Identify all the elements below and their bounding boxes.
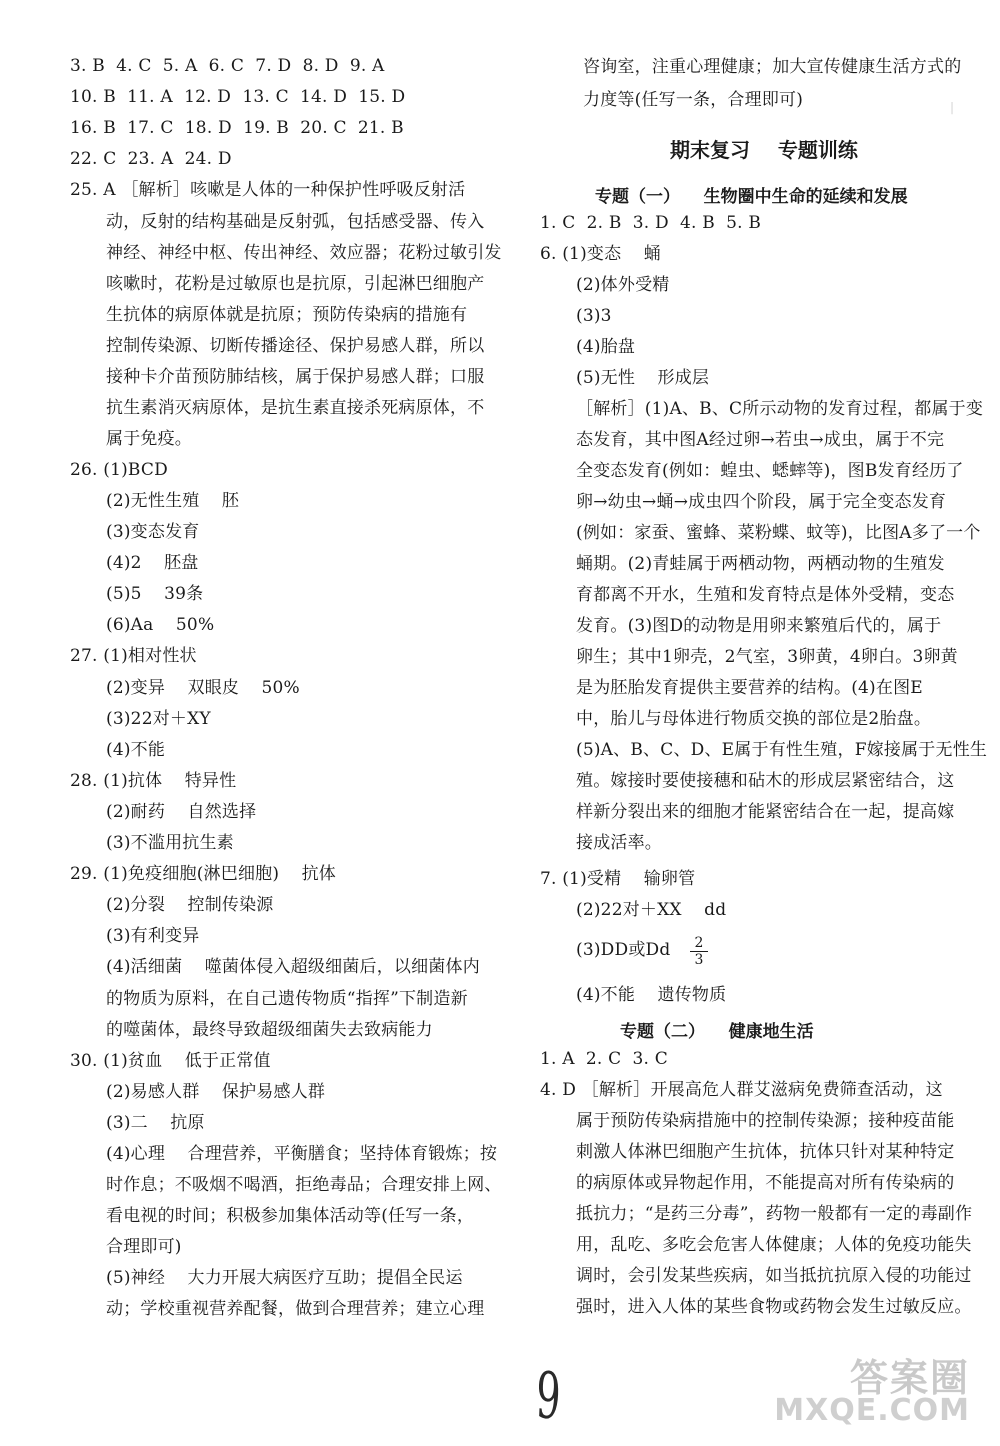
answer-line: 强时，进入人体的某些食物或药物会发生过敏反应。 (576, 1297, 972, 1317)
answer-line: 22. C 23. A 24. D (70, 149, 232, 169)
answer-line: (3)有利变异 (106, 926, 200, 946)
answer-line: 刺激人体淋巴细胞产生抗体，抗体只针对某种特定 (576, 1142, 955, 1162)
answer-line: (3)DD或Dd (576, 940, 671, 960)
fraction-denominator: 3 (694, 952, 704, 968)
answer-line: 1. C 2. B 3. D 4. B 5. B (540, 213, 762, 233)
answer-line: (4)不能 (106, 740, 166, 760)
answer-line: 接种卡介苗预防肺结核，属于保护易感人群；口服 (106, 367, 485, 387)
answer-line: 样新分裂出来的细胞才能紧密结合在一起，提高嫁 (576, 802, 955, 822)
answer-line: 用，乱吃、多吃会危害人体健康；人体的免疫功能失 (576, 1235, 972, 1255)
watermark-url: MXQE.COM (774, 1393, 970, 1428)
answer-line: (4)活细菌 噬菌体侵入超级细菌后，以细菌体内 (106, 957, 480, 977)
answer-line: (3)变态发育 (106, 522, 200, 542)
answer-line: 抵抗力；“是药三分毒”，药物一般都有一定的毒副作 (576, 1204, 973, 1224)
answer-line: 接成活率。 (576, 833, 662, 853)
answer-line: 咨询室，注重心理健康；加大宣传健康生活方式的 (583, 57, 962, 77)
answer-line: 26. (1)BCD (70, 460, 168, 480)
answer-line: 3. B 4. C 5. A 6. C 7. D 8. D 9. A (70, 56, 385, 76)
answer-line: (5)5 39条 (106, 584, 204, 604)
answer-line: (3)二 抗原 (106, 1113, 205, 1133)
answer-line: (4)不能 遗传物质 (576, 985, 727, 1005)
answer-line: 合理即可) (106, 1237, 182, 1257)
answer-line: (4)心理 合理营养，平衡膳食；坚持体育锻炼；按 (106, 1144, 498, 1164)
answer-line: (5)A、B、C、D、E属于有性生殖，F嫁接属于无性生 (576, 740, 988, 760)
answer-line: 力度等(任写一条，合理即可) (583, 90, 804, 110)
answer-line: (4)胎盘 (576, 337, 636, 357)
answer-line: 全变态发育(例如：蝗虫、蟋蟀等)，图B发育经历了 (576, 461, 964, 481)
answer-line: 属于预防传染病措施中的控制传染源；接种疫苗能 (576, 1111, 955, 1131)
fraction-two-thirds (690, 935, 708, 968)
answer-line: 蛹期。(2)青蛙属于两栖动物，两栖动物的生殖发 (576, 554, 945, 574)
section-title: 期末复习 专题训练 (670, 138, 858, 162)
answer-line: (3)3 (576, 306, 612, 326)
answer-line: (2)耐药 自然选择 (106, 802, 257, 822)
answer-line: 27. (1)相对性状 (70, 646, 197, 666)
answer-line: 时作息；不吸烟不喝酒，拒绝毒品；合理安排上网、 (106, 1175, 502, 1195)
answer-line: (例如：家蚕、蜜蜂、菜粉蝶、蚊等)，比图A多了一个 (576, 523, 981, 543)
answer-line: (2)变异 双眼皮 50% (106, 678, 300, 698)
answer-line: 抗生素消灭病原体，是抗生素直接杀死病原体，不 (106, 398, 485, 418)
answer-line: 态发育，其中图A经过卵→若虫→成虫，属于不完 (576, 430, 945, 450)
answer-line: 发育。(3)图D的动物是用卵来繁殖后代的，属于 (576, 616, 942, 636)
answer-line: 的病原体或异物起作用，不能提高对所有传染病的 (576, 1173, 955, 1193)
answer-line: 卵→幼虫→蛹→成虫四个阶段，属于完全变态发育 (576, 492, 947, 512)
answer-line: 动；学校重视营养配餐，做到合理营养；建立心理 (106, 1299, 485, 1319)
answer-line: 28. (1)抗体 特异性 (70, 771, 237, 791)
answer-line: 咳嗽时，花粉是过敏原也是抗原，引起淋巴细胞产 (106, 274, 485, 294)
answer-line: 25. A ［解析］咳嗽是人体的一种保护性呼吸反射活 (70, 180, 466, 200)
answer-line: (2)分裂 控制传染源 (106, 895, 274, 915)
answer-line: (2)体外受精 (576, 275, 670, 295)
answer-line: 7. (1)受精 输卵管 (540, 869, 696, 889)
watermark (738, 1356, 988, 1436)
answer-line: 属于免疫。 (106, 429, 192, 449)
answer-line: (2)无性生殖 胚 (106, 491, 240, 511)
answer-line: 生抗体的病原体就是抗原；预防传染病的措施有 (106, 305, 468, 325)
answer-line: 育都离不开水，生殖和发育特点是体外受精，变态 (576, 585, 955, 605)
answer-line: 的物质为原料，在自己遗传物质“指挥”下制造新 (106, 989, 468, 1009)
page-number: 9 (534, 1358, 563, 1436)
answer-line: 卵生；其中1卵壳，2气室，3卵黄，4卵白。3卵黄 (576, 647, 958, 667)
topic2-title: 专题（二） 健康地生活 (620, 1022, 814, 1042)
answer-line: 看电视的时间；积极参加集体活动等(任写一条， (106, 1206, 475, 1226)
answer-line: 1. A 2. C 3. C (540, 1049, 668, 1069)
answer-line: (3)不滥用抗生素 (106, 833, 234, 853)
answer-line: 的噬菌体，最终导致超级细菌失去致病能力 (106, 1020, 433, 1040)
answer-line: (2)22对＋XX dd (576, 900, 727, 920)
answer-line: ［解析］(1)A、B、C所示动物的发育过程，都属于变 (576, 399, 984, 419)
answer-line: (2)易感人群 保护易感人群 (106, 1082, 326, 1102)
answer-line: (6)Aa 50% (106, 615, 215, 635)
watermark-logo: 答案圈 (849, 1356, 970, 1400)
answer-line: 6. (1)变态 蛹 (540, 244, 661, 264)
answer-line: (3)22对＋XY (106, 709, 211, 729)
fraction-numerator: 2 (690, 935, 708, 952)
topic1-title: 专题（一） 生物圈中生命的延续和发展 (595, 187, 908, 207)
answer-line: (4)2 胚盘 (106, 553, 199, 573)
answer-line: 控制传染源、切断传播途径、保护易感人群，所以 (106, 336, 485, 356)
answer-line: 4. D ［解析］开展高危人群艾滋病免费筛查活动，这 (540, 1080, 943, 1100)
answer-line: 中，胎儿与母体进行物质交换的部位是2胎盘。 (576, 709, 932, 729)
answer-line: (5)无性 形成层 (576, 368, 710, 388)
answer-line: 调时，会引发某些疾病，如当抵抗抗原入侵的功能过 (576, 1266, 972, 1286)
answer-line: 30. (1)贫血 低于正常值 (70, 1051, 271, 1071)
answer-line: 10. B 11. A 12. D 13. C 14. D 15. D (70, 87, 406, 107)
answer-line: 16. B 17. C 18. D 19. B 20. C 21. B (70, 118, 404, 138)
margin-mark: | (950, 100, 955, 114)
answer-line: (5)神经 大力开展大病医疗互助；提倡全民运 (106, 1268, 463, 1288)
answer-line: 神经、神经中枢、传出神经、效应器；花粉过敏引发 (106, 243, 502, 263)
answer-line: 29. (1)免疫细胞(淋巴细胞) 抗体 (70, 864, 336, 884)
answer-line: 是为胚胎发育提供主要营养的结构。(4)在图E (576, 678, 923, 698)
answer-line: 动，反射的结构基础是反射弧，包括感受器、传入 (106, 212, 485, 232)
answer-line: 殖。嫁接时要使接穗和砧木的形成层紧密结合，这 (576, 771, 955, 791)
